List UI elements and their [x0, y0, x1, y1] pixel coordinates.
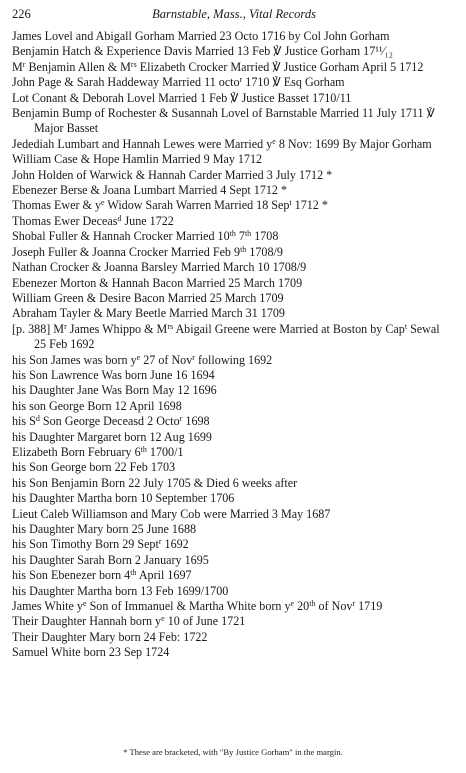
page-number: 226	[12, 7, 31, 21]
record-entry: his $S^d$ Son George Deceasd 2 Octo$^r$ 1698	[12, 414, 210, 429]
record-entry: Lot Conant & Deborah Lovel Married 1 Feb ℣ Justice Basset 1710/11	[12, 90, 352, 105]
record-entry: Lieut Caleb Williamson and Mary Cob were Married 3 May 1687	[12, 506, 331, 521]
record-entry: Shobal Fuller & Hannah Crocker Married 10th 7th 1708	[12, 229, 279, 244]
record-entry: his Son George born 22 Feb 1703	[12, 460, 176, 475]
record-entry: Ebenezer Berse & Joana Lumbart Married 4 Sept 1712 *	[12, 183, 288, 198]
record-entry: Jedediah Lumbart and Hannah Lewes were Married $y^e$ 8 Nov: 1699 By Major Gorham	[12, 136, 432, 151]
record-entry: his Son Timothy Born 29 Sept$^r$ 1692	[12, 537, 189, 552]
record-entry: Samuel White born 23 Sep 1724	[12, 645, 170, 660]
record-entry: his son George Born 12 April 1698	[12, 398, 182, 413]
record-entry: Ebenezer Morton & Hannah Bacon Married 25 March 1709	[12, 275, 303, 290]
record-entry: $M^r$ Benjamin Allen & $M^{rs}$ Elizabeth Crocker Married ℣ Justice Gorham April 5 1712	[12, 59, 424, 74]
record-entry: his Daughter Martha born 13 Feb 1699/1700	[12, 583, 229, 598]
record-entry: Abraham Tayler & Mary Beetle Married March 31 1709	[12, 306, 285, 321]
record-entry: Benjamin Hatch & Experience Davis Married 13 Feb ℣ Justice Gorham 17¹¹⁄₁₂	[12, 44, 393, 59]
record-entry: his Daughter Mary born 25 June 1688	[12, 522, 197, 536]
record-entry: James Lovel and Abigall Gorham Married 23 Octo 1716 by Col John Gorham	[12, 29, 390, 43]
record-entry: John Holden of Warwick & Hannah Carder Married 3 July 1712 *	[12, 167, 333, 182]
record-entry: Elizabeth Born February 6th 1700/1	[12, 444, 184, 459]
record-entry: his Daughter Sarah Born 2 January 1695	[12, 552, 209, 567]
running-title: Barnstable, Mass., Vital Records	[152, 7, 316, 21]
record-entry: Nathan Crocker & Joanna Barsley Married March 10 1708/9	[12, 260, 307, 275]
footnote: * These are bracketed, with "By Justice Gorham" in the margin.	[123, 747, 343, 757]
record-entry: William Case & Hope Hamlin Married 9 May 1712	[12, 152, 263, 167]
record-entry: John Page & Sarah Haddeway Married 11 octo$^r$ 1710 ℣ Esq Gorham	[12, 75, 345, 90]
record-entry: his Son Lawrence Was born June 16 1694	[12, 367, 215, 382]
page-header	[12, 7, 456, 25]
record-entry: his Son Ebenezer born 4th April 1697	[12, 568, 192, 583]
record-entry: [p. 388] $M^r$ James Whippo & $M^{rs}$ Abigail Greene were Married at Boston by Cap$^t$ Sewal 25 Feb 1692	[12, 321, 440, 352]
record-entry: Their Daughter Mary born 24 Feb: 1722	[12, 629, 208, 644]
record-entry: Thomas Ewer Deceas$^d$ June 1722	[12, 213, 174, 228]
records-list	[12, 29, 452, 661]
record-entry: his Daughter Martha born 10 September 1706	[12, 491, 235, 506]
record-entry: his Son Benjamin Born 22 July 1705 & Died 6 weeks after	[12, 475, 298, 490]
record-entry: his Son James was born $y^e$ 27 of Nov$^r$ following 1692	[12, 352, 273, 367]
record-entry: Their Daughter Hannah born $y^e$ 10 of June 1721	[12, 614, 246, 629]
record-entry: Joseph Fuller & Joanna Crocker Married Feb 9th 1708/9	[12, 244, 283, 259]
record-entry: his Daughter Margaret born 12 Aug 1699	[12, 429, 212, 444]
record-entry: his Daughter Jane Was Born May 12 1696	[12, 383, 217, 398]
record-entry: Thomas Ewer & $y^e$ Widow Sarah Warren Married 18 Sep$^t$ 1712 *	[12, 198, 328, 213]
record-entry: James White $y^e$ Son of Immanuel & Martha White born $y^e$ 20th of Nov$^r$ 1719	[12, 599, 383, 614]
record-entry: Benjamin Bump of Rochester & Susannah Lovel of Barnstable Married 11 July 1711 ℣ Major Basset	[12, 106, 435, 136]
record-entry: William Green & Desire Bacon Married 25 March 1709	[12, 290, 284, 305]
